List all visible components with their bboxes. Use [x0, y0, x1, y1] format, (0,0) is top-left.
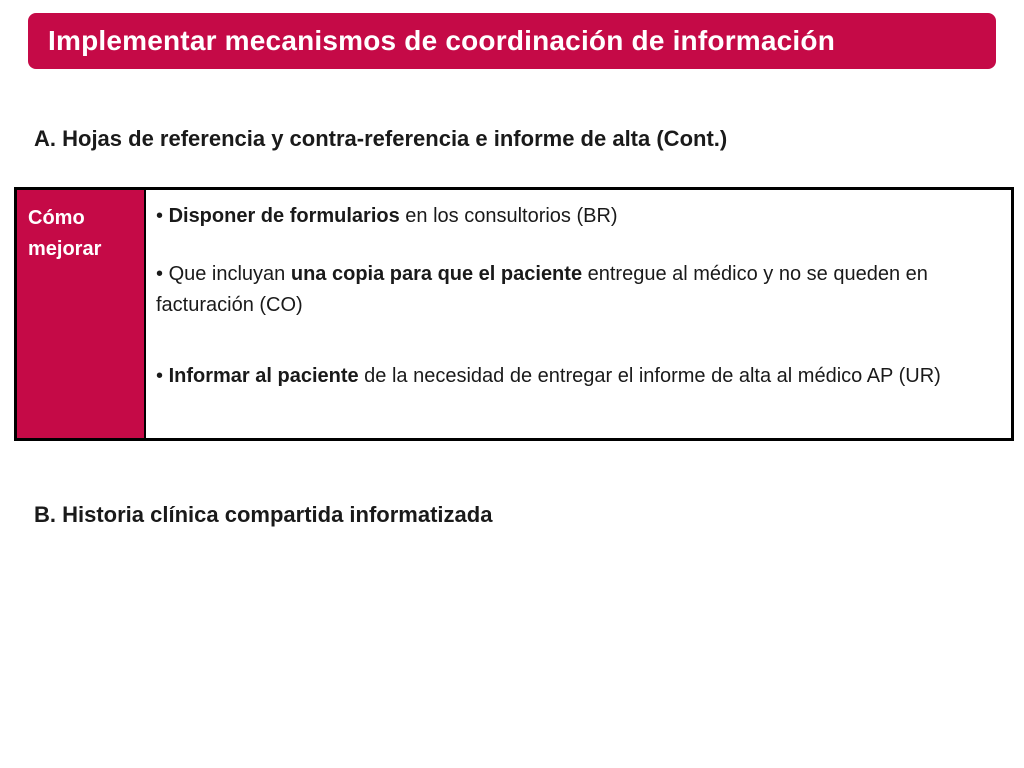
bullet-text: Que incluyan	[168, 263, 291, 285]
bullet-bold-text: Disponer de formularios	[168, 205, 400, 227]
section-a-heading: A. Hojas de referencia y contra-referencia e informe de alta (Cont.)	[34, 126, 728, 151]
bullet-marker: •	[156, 365, 169, 387]
bullet-marker: •	[156, 263, 169, 285]
bullet-text: de la necesidad de entregar el informe de alta al médico AP (UR)	[358, 365, 941, 387]
bullet-item-2	[156, 259, 1001, 321]
bullet-bold-text: una copia para que el paciente	[290, 263, 583, 285]
table-label-line-1: Cómo	[28, 207, 85, 229]
table-content-cell	[146, 190, 1011, 438]
bullet-item-3	[156, 361, 1001, 392]
section-b-heading: B. Historia clínica compartida informatizada	[34, 502, 493, 527]
bullet-text: en los consultorios (BR)	[399, 205, 618, 227]
bullet-bold-text: Informar al paciente	[168, 365, 359, 387]
improvement-table	[14, 187, 1014, 441]
bullet-item-1	[156, 201, 1001, 232]
table-label-line-2: mejorar	[28, 238, 102, 260]
title-banner	[28, 13, 996, 69]
table-label-cell	[17, 190, 146, 438]
page-title: Implementar mecanismos de coordinación de información	[48, 25, 836, 56]
bullet-marker: •	[156, 205, 169, 227]
bullet-text: entregue al médico y no se queden en facturación (CO)	[156, 263, 928, 316]
